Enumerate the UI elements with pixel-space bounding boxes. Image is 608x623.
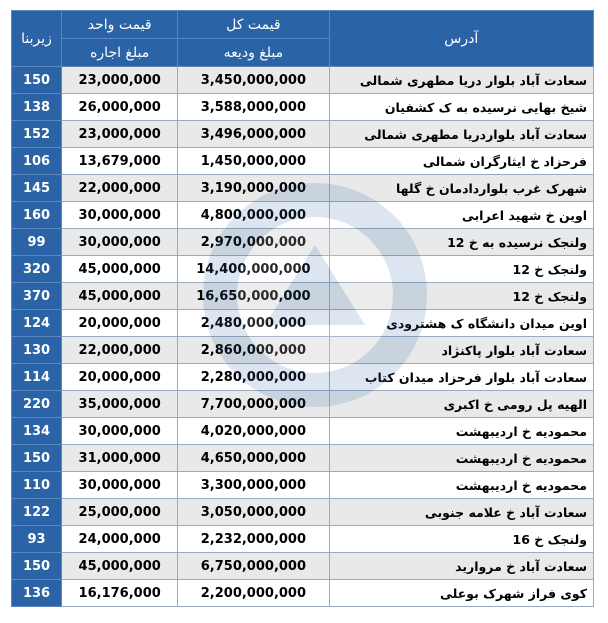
area-cell: 320 <box>12 256 62 283</box>
table-row <box>12 364 594 391</box>
area-cell: 152 <box>12 121 62 148</box>
table-row <box>12 472 594 499</box>
rental-table-wrapper <box>11 10 594 607</box>
header-area: زیربنا <box>12 11 62 67</box>
address-cell: سعادت آباد بلوار دریا مطهری شمالی <box>329 67 593 94</box>
area-cell: 110 <box>12 472 62 499</box>
deposit-cell: 2,232,000,000 <box>178 526 329 553</box>
area-cell: 160 <box>12 202 62 229</box>
address-cell: سعادت آباد بلواردریا مطهری شمالی <box>329 121 593 148</box>
deposit-cell: 4,650,000,000 <box>178 445 329 472</box>
deposit-cell: 2,280,000,000 <box>178 364 329 391</box>
address-cell: ولنجک نرسیده به خ 12 <box>329 229 593 256</box>
area-cell: 150 <box>12 445 62 472</box>
area-cell: 99 <box>12 229 62 256</box>
deposit-cell: 3,496,000,000 <box>178 121 329 148</box>
address-cell: ولنجک خ 16 <box>329 526 593 553</box>
area-cell: 134 <box>12 418 62 445</box>
rent-cell: 26,000,000 <box>62 94 178 121</box>
header-deposit-amount: مبلغ ودیعه <box>178 39 329 67</box>
deposit-cell: 3,050,000,000 <box>178 499 329 526</box>
table-row <box>12 499 594 526</box>
rent-cell: 23,000,000 <box>62 67 178 94</box>
deposit-cell: 2,970,000,000 <box>178 229 329 256</box>
table-row <box>12 553 594 580</box>
table-header <box>12 11 594 67</box>
address-cell: محمودیه خ اردیبهشت <box>329 418 593 445</box>
rent-cell: 30,000,000 <box>62 472 178 499</box>
area-cell: 136 <box>12 580 62 607</box>
table-row <box>12 94 594 121</box>
address-cell: اوین خ شهید اعرابی <box>329 202 593 229</box>
rent-cell: 30,000,000 <box>62 418 178 445</box>
rent-cell: 24,000,000 <box>62 526 178 553</box>
deposit-cell: 2,860,000,000 <box>178 337 329 364</box>
rent-cell: 23,000,000 <box>62 121 178 148</box>
area-cell: 122 <box>12 499 62 526</box>
table-row <box>12 202 594 229</box>
deposit-cell: 7,700,000,000 <box>178 391 329 418</box>
deposit-cell: 3,190,000,000 <box>178 175 329 202</box>
deposit-cell: 3,300,000,000 <box>178 472 329 499</box>
rent-cell: 30,000,000 <box>62 202 178 229</box>
rental-price-table <box>11 10 594 607</box>
area-cell: 138 <box>12 94 62 121</box>
address-cell: ولنجک خ 12 <box>329 256 593 283</box>
table-row <box>12 256 594 283</box>
address-cell: سعادت آباد بلوار فرحزاد میدان کتاب <box>329 364 593 391</box>
area-cell: 150 <box>12 67 62 94</box>
deposit-cell: 16,650,000,000 <box>178 283 329 310</box>
header-unit-price: قیمت واحد <box>62 11 178 39</box>
deposit-cell: 2,200,000,000 <box>178 580 329 607</box>
rent-cell: 22,000,000 <box>62 337 178 364</box>
table-row <box>12 580 594 607</box>
table-row <box>12 283 594 310</box>
deposit-cell: 3,450,000,000 <box>178 67 329 94</box>
area-cell: 220 <box>12 391 62 418</box>
address-cell: الهیه پل رومی خ اکبری <box>329 391 593 418</box>
table-row <box>12 148 594 175</box>
rent-cell: 20,000,000 <box>62 310 178 337</box>
rent-cell: 30,000,000 <box>62 229 178 256</box>
address-cell: محمودیه خ اردیبهشت <box>329 472 593 499</box>
address-cell: شهرک غرب بلواردادمان خ گلها <box>329 175 593 202</box>
table-row <box>12 337 594 364</box>
rent-cell: 35,000,000 <box>62 391 178 418</box>
rent-cell: 20,000,000 <box>62 364 178 391</box>
table-row <box>12 229 594 256</box>
rent-cell: 22,000,000 <box>62 175 178 202</box>
area-cell: 130 <box>12 337 62 364</box>
address-cell: سعادت آباد خ مروارید <box>329 553 593 580</box>
deposit-cell: 14,400,000,000 <box>178 256 329 283</box>
rent-cell: 31,000,000 <box>62 445 178 472</box>
rent-cell: 45,000,000 <box>62 283 178 310</box>
table-row <box>12 445 594 472</box>
address-cell: اوین میدان دانشگاه ک هشترودی <box>329 310 593 337</box>
header-rent-amount: مبلغ اجاره <box>62 39 178 67</box>
table-body <box>12 67 594 607</box>
deposit-cell: 4,020,000,000 <box>178 418 329 445</box>
header-address: آدرس <box>329 11 593 67</box>
table-row <box>12 526 594 553</box>
area-cell: 124 <box>12 310 62 337</box>
rent-cell: 16,176,000 <box>62 580 178 607</box>
table-row <box>12 418 594 445</box>
deposit-cell: 4,800,000,000 <box>178 202 329 229</box>
address-cell: شیخ بهایی نرسیده به ک کشفیان <box>329 94 593 121</box>
table-row <box>12 67 594 94</box>
deposit-cell: 2,480,000,000 <box>178 310 329 337</box>
address-cell: کوی فراز شهرک بوعلی <box>329 580 593 607</box>
area-cell: 114 <box>12 364 62 391</box>
address-cell: محمودیه خ اردیبهشت <box>329 445 593 472</box>
area-cell: 370 <box>12 283 62 310</box>
area-cell: 150 <box>12 553 62 580</box>
deposit-cell: 3,588,000,000 <box>178 94 329 121</box>
table-row <box>12 391 594 418</box>
rent-cell: 45,000,000 <box>62 553 178 580</box>
header-total-price: قیمت کل <box>178 11 329 39</box>
table-row <box>12 121 594 148</box>
deposit-cell: 1,450,000,000 <box>178 148 329 175</box>
address-cell: سعادت آباد خ علامه جنوبی <box>329 499 593 526</box>
table-row <box>12 310 594 337</box>
rent-cell: 25,000,000 <box>62 499 178 526</box>
address-cell: ولنجک خ 12 <box>329 283 593 310</box>
area-cell: 93 <box>12 526 62 553</box>
rent-cell: 45,000,000 <box>62 256 178 283</box>
table-row <box>12 175 594 202</box>
address-cell: سعادت آباد بلوار پاکنژاد <box>329 337 593 364</box>
area-cell: 106 <box>12 148 62 175</box>
area-cell: 145 <box>12 175 62 202</box>
rent-cell: 13,679,000 <box>62 148 178 175</box>
deposit-cell: 6,750,000,000 <box>178 553 329 580</box>
address-cell: فرحزاد خ ایثارگران شمالی <box>329 148 593 175</box>
